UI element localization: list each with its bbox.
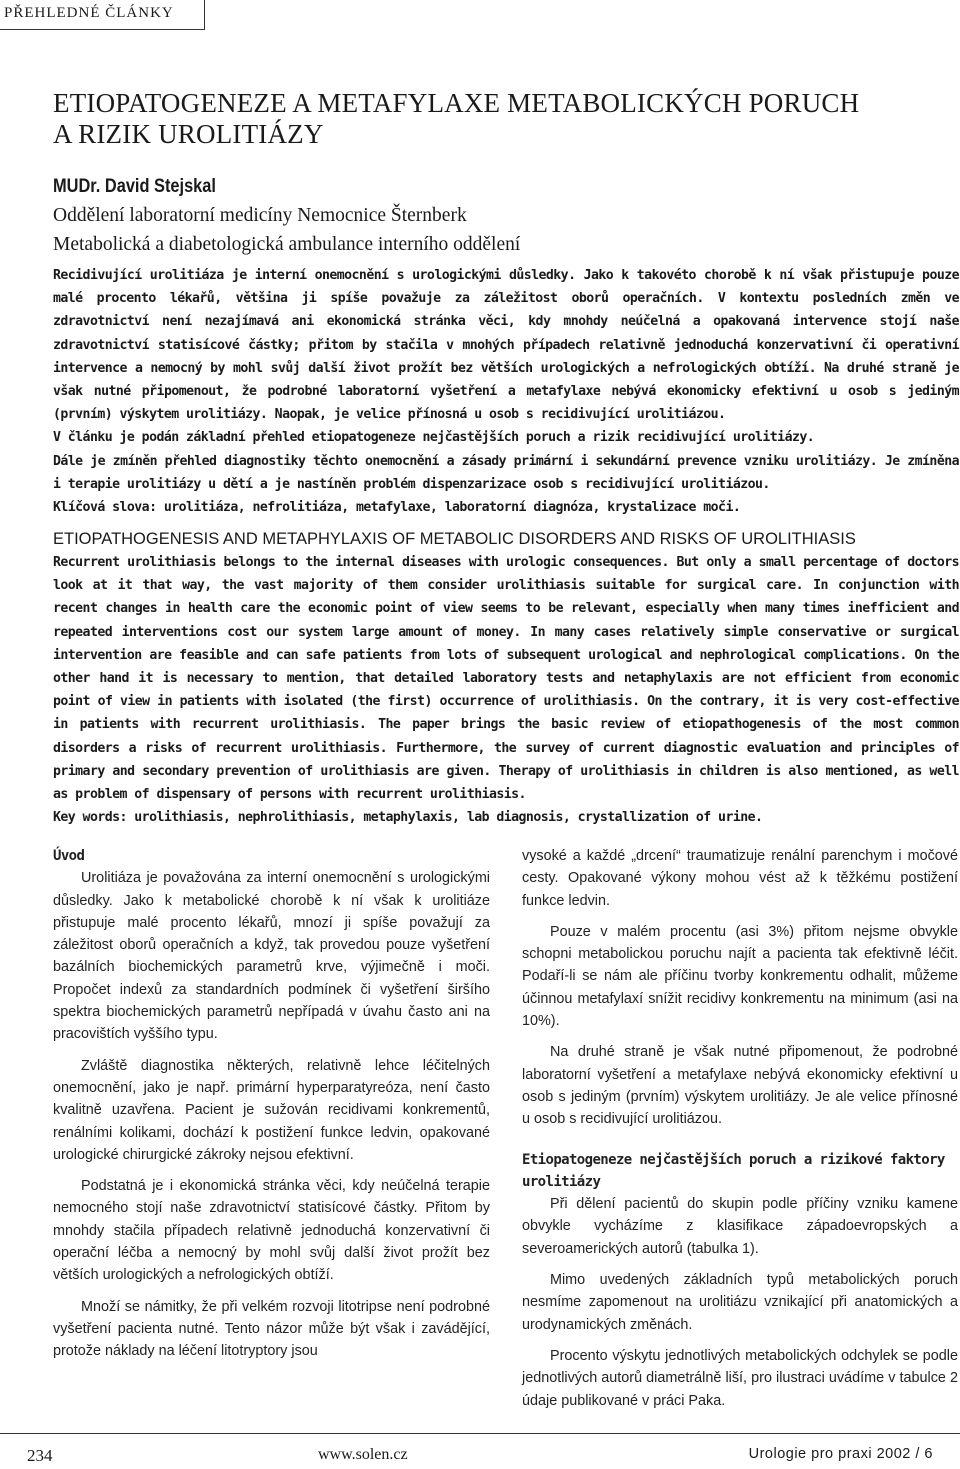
body-column-left: [53, 845, 490, 1372]
left-paragraph-1: Urolitiáza je považována za interní onemocnění s urologickými důsledky. Jako k metabolické chorobě k ní však k urolitiáze přistupuje malé procento lékařů, mnozí ji spíše považují za záležitost oborů operačních a když, tak provedou pouze vyšetření bazálních biochemických parametrů krve, výjimečně i moči. Propočet indexů za standardních podmínek či vyšetření širšího spektra biochemických parametrů nepřípadá v úvahu často ani na pracovištích vyššího typu.: [53, 870, 490, 1043]
abstract-en-body: Recurrent urolithiasis belongs to the internal diseases with urologic consequences. But only a small percentage of doctors look at it that way, the vast majority of them consider urolithiasis suitable for surgical care. In conjunction with recent changes in health care the economic point of view seems to be relevant, especially when many times inefficient and repeated interventions cost our system large amount of money. In many cases relatively simple conservative or surgical intervention are feasible and can safe patients from lots of subsequent urological and nephrological complications. On the other hand it is necessary to mention, that detailed laboratory tests and netaphylaxis are not efficient from economic point of view in patients with isolated (the first) occurrence of urolithiasis. On the contrary, it is very cost-effective in patients with recurrent urolithiasis. The paper brings the basic review of etiopathogenesis of the most common disorders a risks of recurrent urolithiasis. Furthermore, the survey of current diagnostic evaluation and principles of primary and secondary prevention of urolithiasis are given. Therapy of urolithiasis in children is also mentioned, as well as problem of dispensary of persons with recurrent urolithiasis.: [53, 555, 959, 803]
affiliation-1: Oddělení laboratorní medicíny Nemocnice Šternberk: [53, 205, 467, 226]
title-line-2: A RIZIK UROLITIÁZY: [53, 119, 324, 149]
abstract-cz-keywords: Klíčová slova: urolitiáza, nefrolitiáza, metafylaxe, laboratorní diagnóza, krystalizace moči.: [53, 500, 741, 516]
section-label: PŘEHLEDNÉ ČLÁNKY: [0, 0, 205, 30]
right-paragraph-4: Při dělení pacientů do skupin podle příčiny vzniku kamene obvykle vycházíme z klasifikace západoevropských a severoamerických autorů (tabulka 1).: [522, 1196, 958, 1257]
title-line-1: ETIOPATOGENEZE A METAFYLAXE METABOLICKÝCH PORUCH: [53, 88, 860, 118]
abstract-en-keywords: Key words: urolithiasis, nephrolithiasis, metaphylaxis, lab diagnosis, crystallization of urine.: [53, 810, 763, 826]
right-paragraph-1: vysoké a každé „drcení“ traumatizuje renální parenchym i močové cesty. Opakované výkony mohou vést až k těžkému postižení funkce ledvin.: [522, 848, 958, 909]
right-paragraph-5: Mimo uvedených základních typů metabolických poruch nesmíme zapomenout na urolitiázu vznikající při anatomických a urodynamických změnách.: [522, 1272, 958, 1333]
body-column-right: [522, 845, 958, 1421]
journal-citation: Urologie pro praxi 2002 / 6: [748, 1446, 933, 1462]
article-title: [53, 88, 933, 150]
affiliation-2: Metabolická a diabetologická ambulance interního oddělení: [53, 234, 521, 255]
author-name: MUDr. David Stejskal: [53, 175, 216, 197]
website-link[interactable]: www.solen.cz: [318, 1446, 408, 1463]
footer-divider: [0, 1433, 960, 1434]
left-paragraph-2: Zvláště diagnostika některých, relativně lehce léčitelných onemocnění, jako je např. primární hyperparatyreóza, není často kvalitně uzavřena. Pacient je sužován recidivami konkrementů, renálními kolikami, dochází k postižení funkce ledvin, opakované urologické chirurgické zákroky nejsou efektivní.: [53, 1057, 490, 1163]
abstract-czech: [53, 264, 959, 519]
right-paragraph-6: Procento výskytu jednotlivých metabolických odchylek se podle jednotlivých autorů diametrálně liší, pro ilustraci uvádíme v tabulce 2 údaje publikované v práci Paka.: [522, 1347, 958, 1409]
abstract-english: [53, 528, 959, 829]
abstract-en-title: ETIOPATHOGENESIS AND METAPHYLAXIS OF METABOLIC DISORDERS AND RISKS OF UROLITHIASIS: [53, 530, 856, 548]
left-paragraph-4: Množí se námitky, že při velkém rozvoji litotripse není podrobné vyšetření pacienta nutné. Tento názor může být však i zavádějící, protože náklady na léčení litotryptory jsou: [53, 1298, 490, 1360]
right-paragraph-3: Na druhé straně je však nutné připomenout, že podrobné laboratorní vyšetření a metafylaxe nebývá ekonomicky efektivní u osob s jediným (prvním) výskytem urolitiázy. Je ale velice přínosné u osob s recidivující urolitiázou.: [522, 1044, 958, 1128]
section-heading-intro: Úvod: [53, 848, 85, 864]
abstract-cz-paragraph-3: Dále je zmíněn přehled diagnostiky těchto onemocnění a zásady primární i sekundární prevence vzniku urolitiázy. Je zmíněna i terapie urolitiázy u dětí a je nastíněn problém dispenzarizace osob s recidivující urolitiázou.: [53, 453, 959, 492]
right-paragraph-2: Pouze v malém procentu (asi 3%) přitom nejsme obvykle schopni metabolickou poruchu najít a pacienta tak efektivně léčit. Podaří-li se nám ale příčinu tvorby konkrementu odhalit, můžeme účinnou metafylaxí snížit recidivy konkrementu na minimum (asi na 10%).: [522, 923, 958, 1030]
author-block: [53, 172, 933, 259]
abstract-cz-paragraph-1: Recidivující urolitiáza je interní onemocnění s urologickými důsledky. Jako k takovéto chorobě k ní však přistupuje pouze malé procento lékařů, většina ji spíše považuje za záležitost oborů operačních. V kontextu posledních změn ve zdravotnictví není nezajímavá ani ekonomická stránka věci, kdy mnohdy neúčelná a opakovaná intervence stojí naše zdravotnictví statisícové částky; přitom by stačila v mnohých případech relativně jednoduchá konzervativní či operativní intervence a nemocný by mohl svůj další život prožít bez větších urologických a nefrologických obtíží. Na druhé straně je však nutné připomenout, že podrobné laboratorní vyšetření a metafylaxe nebývá ekonomicky efektivní u osob s jediným (prvním) výskytem urolitiázy. Naopak, je velice přínosná u osob s recidivující urolitiázou.: [53, 268, 959, 423]
section-heading-etiopathogenesis: Etiopatogeneze nejčastějších poruch a rizikové faktory urolitiázy: [522, 1151, 945, 1190]
left-paragraph-3: Podstatná je i ekonomická stránka věci, kdy neúčelná terapie nemocného stojí naše zdravotnictví statisícové částky. Přitom by mnohdy stačila případech relativně jednoduchá konzervativní či operační léčba a nemocný by mohl svůj další život prožít bez větších urologických a nefrologických obtíží.: [53, 1178, 490, 1284]
page-number: 234: [27, 1446, 53, 1465]
abstract-cz-paragraph-2: V článku je podán základní přehled etiopatogeneze nejčastějších poruch a rizik recidivující urolitiázy.: [53, 430, 815, 446]
